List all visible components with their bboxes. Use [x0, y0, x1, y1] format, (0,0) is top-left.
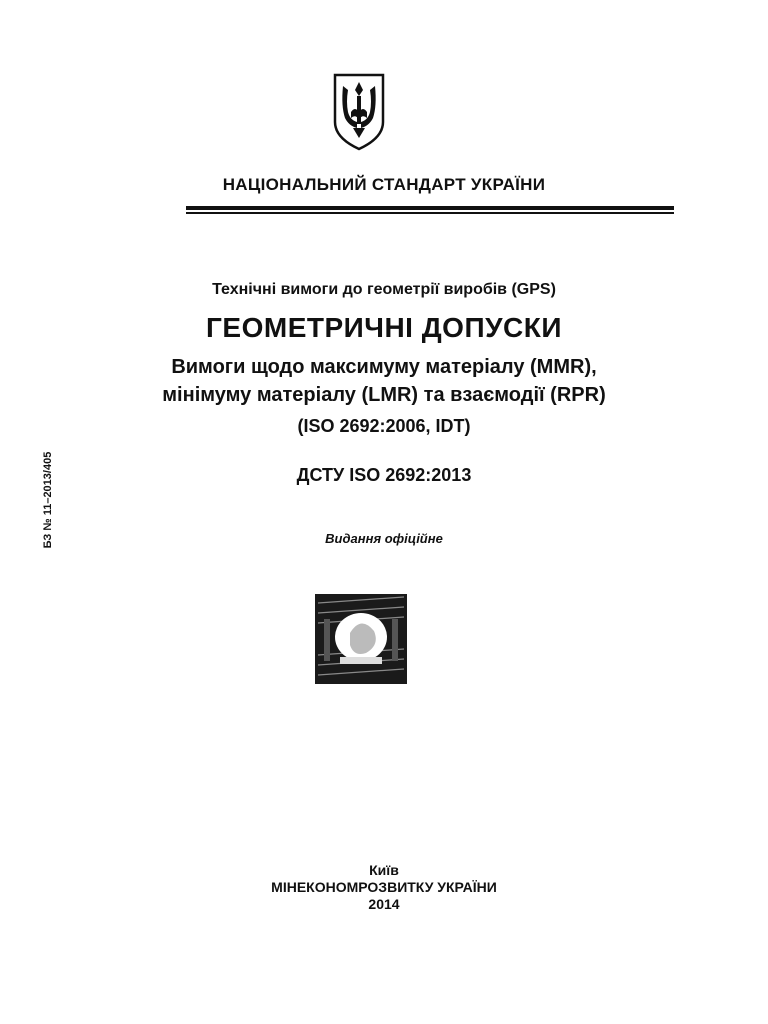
document-title: ГЕОМЕТРИЧНІ ДОПУСКИ	[206, 312, 562, 343]
iso-reference: (ISO 2692:2006, IDT)	[297, 416, 471, 436]
standard-designation: ДСТУ ISO 2692:2013	[296, 465, 472, 485]
title-line-2: мінімуму матеріалу (LMR) та взаємодії (RPR)	[162, 384, 606, 406]
header-rule-thin	[186, 212, 674, 214]
publisher-name: МІНЕКОНОМРОЗВИТКУ УКРАЇНИ	[271, 879, 497, 895]
official-seal-icon	[314, 593, 408, 685]
document-subtitle: Технічні вимоги до геометрії виробів (GPS)	[212, 281, 556, 298]
publication-year: 2014	[368, 896, 400, 912]
side-registration-note: БЗ № 11–2013/405	[42, 451, 54, 549]
trident-icon	[331, 72, 387, 152]
national-standard-heading: НАЦІОНАЛЬНИЙ СТАНДАРТ УКРАЇНИ	[222, 175, 546, 194]
publication-city: Київ	[369, 862, 399, 878]
header-rule-thick	[186, 206, 674, 210]
title-line-1: Вимоги щодо максимуму матеріалу (MMR),	[171, 356, 597, 378]
edition-label: Видання офіційне	[325, 531, 443, 546]
